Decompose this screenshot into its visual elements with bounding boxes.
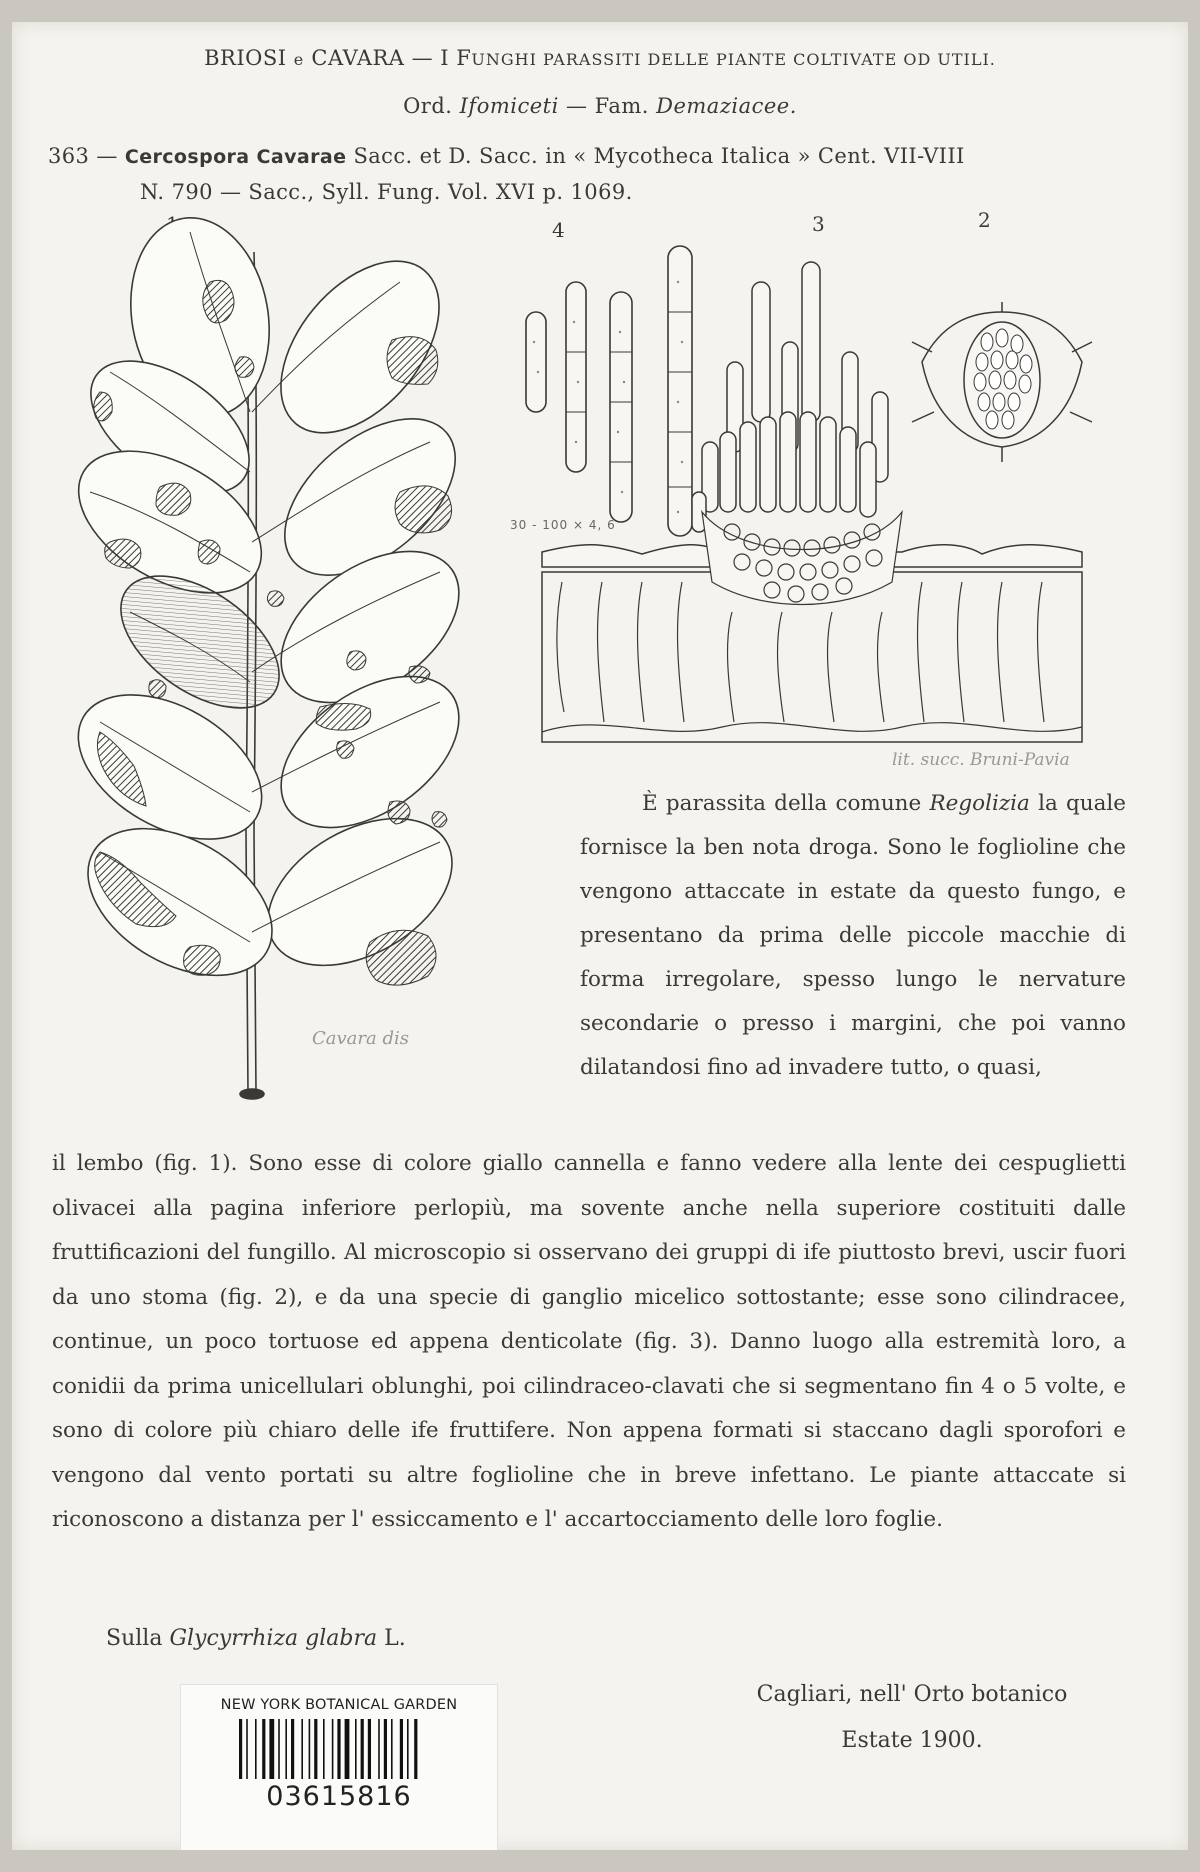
barcode-bar: [239, 1719, 242, 1779]
barcode-bar: [278, 1719, 280, 1779]
description-full-text: il lembo (fig. 1). Sono esse di colore giallo cannella e fanno vedere alla lente dei cespuglietti olivacei alla pagina inferiore perlopiù, ma sovente anche nella superiore costituiti dalle fruttificazioni del fungillo. Al microscopio si osservano dei gruppi di ife piuttosto brevi, uscir fuori da uno stoma (fig. 2), e da una specie di ganglio micelico sottostante; esse sono cilindracee, continue, un poco tortuose ed appena denticolate (fig. 3). Danno luogo alla estremità loro, a conidii da prima unicellulari oblunghi, poi cilindraceo-clavati che si segmentano fin 4 o 5 volte, e sono di colore più chiaro delle ife fruttifere. Non appena formati si staccano dagli sporofori e vengono dal vento portati su altre foglioline che in breve infettano. Le piante attaccate si riconoscono a distanza per l' essiccamento e l' accartocciamento delle loro foglie.: [52, 1151, 1126, 1532]
species-reference: [48, 144, 965, 168]
description-column-text: la quale fornisce la ben nota droga. Sono le foglioline che vengono attaccate in estate da questo fungo, e presentano da prima delle piccole macchie di forma irregolare, spesso lungo le nervature secondarie o presso i margini, che poi vanno dilatandosi fino ad invadere tutto, o quasi,: [580, 791, 1127, 1080]
scale-note: 30 - 100 × 4, 6: [510, 518, 616, 532]
barcode-bar: [309, 1719, 311, 1779]
species-reference-cont: [140, 180, 633, 204]
barcode-bar: [368, 1719, 371, 1779]
barcode-bar: [323, 1719, 325, 1779]
order-label: Ord.: [403, 94, 453, 118]
series-name: UNGHI PARASSITI DELLE PIANTE COLTIVATE OD UTILI.: [471, 50, 996, 69]
barcode-bar: [361, 1719, 364, 1779]
barcode-bar: [391, 1719, 393, 1779]
figure-label-2: 2: [978, 208, 991, 232]
lithographer-signature: lit. succ. Bruni-Pavia: [892, 750, 1070, 770]
author-briosi: BRIOSI: [204, 46, 287, 70]
taxonomy-line: [12, 94, 1188, 118]
barcode-bar: [285, 1719, 287, 1779]
description-start: È parassita della comune: [642, 791, 922, 816]
barcode-bar: [337, 1719, 340, 1779]
host-scientific-name: Glycyrrhiza glabra: [169, 1626, 378, 1651]
artist-signature: Cavara dis: [312, 1028, 409, 1049]
citation: Sacc. et D. Sacc. in « Mycotheca Italica » Cent. VII-VIII: [353, 144, 965, 168]
barcode-bar: [291, 1719, 294, 1779]
barcode-institution: NEW YORK BOTANICAL GARDEN: [220, 1697, 458, 1713]
barcode-bar: [378, 1719, 380, 1779]
figure-label-3: 3: [812, 212, 825, 236]
family-label: — Fam.: [566, 94, 649, 118]
barcode-bar: [384, 1719, 387, 1779]
conjunction: e: [293, 50, 305, 69]
figure-label-4: 4: [552, 218, 565, 242]
citation-continued: N. 790 — Sacc., Syll. Fung. Vol. XVI p. 1069.: [140, 180, 633, 204]
barcode-bar: [269, 1719, 274, 1779]
description-column: [580, 782, 1126, 1090]
series-title: [12, 46, 1188, 70]
barcode-label: [180, 1684, 498, 1850]
barcode-bar: [314, 1719, 317, 1779]
barcode-bar: [400, 1719, 403, 1779]
barcode-bar: [301, 1719, 303, 1779]
barcode-bar: [355, 1719, 357, 1779]
exsiccata-number: 363 —: [48, 144, 118, 168]
order-name: Ifomiceti: [459, 94, 559, 118]
collection-date: Estate 1900.: [841, 1728, 983, 1753]
barcode-bar: [332, 1719, 334, 1779]
leaf-branch-illustration: [70, 212, 490, 1112]
barcode-bar: [414, 1719, 417, 1779]
barcode-bar: [407, 1719, 409, 1779]
barcode-number: 03615816: [266, 1781, 412, 1812]
locality: [712, 1672, 1112, 1764]
barcode-bar: [255, 1719, 257, 1779]
locality-place: Cagliari, nell' Orto botanico: [756, 1682, 1068, 1707]
barcode-bar: [262, 1719, 265, 1779]
host-line: [106, 1626, 406, 1651]
author-cavara: CAVARA — I F: [311, 46, 472, 70]
description-full: [52, 1142, 1126, 1543]
stoma-illustration: [912, 302, 1092, 462]
host-common-name: Regolizia: [929, 791, 1030, 816]
barcode-bar: [246, 1719, 248, 1779]
herbarium-sheet: [12, 22, 1188, 1850]
barcode-bar: [345, 1719, 350, 1779]
species-name: Cercospora Cavarae: [124, 146, 347, 168]
family-name: Demaziacee.: [656, 94, 797, 118]
host-author: L.: [384, 1626, 406, 1651]
barcode-icon: [239, 1719, 439, 1779]
host-prefix: Sulla: [106, 1626, 163, 1651]
